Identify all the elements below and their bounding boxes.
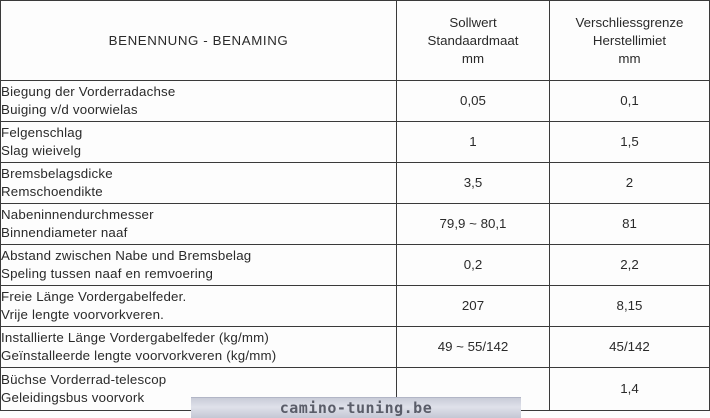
limit-value: 1,5 <box>550 122 710 163</box>
spec-name <box>1 122 397 163</box>
nominal-value: 207 <box>397 286 550 327</box>
spec-name-nl: Geïnstalleerde lengte voorvorkveren (kg/mm) <box>1 348 277 363</box>
nominal-value: 0,2 <box>397 245 550 286</box>
spec-name-de: Abstand zwischen Nabe und Bremsbelag <box>1 248 252 263</box>
spec-name-nl: Binnendiameter naaf <box>1 225 128 240</box>
nominal-value: 0,05 <box>397 81 550 122</box>
table-row <box>1 122 710 163</box>
header-limit-line: mm <box>618 50 641 66</box>
header-nominal <box>397 1 550 81</box>
spec-name-de: Nabeninnendurchmesser <box>1 207 154 222</box>
spec-name-de: Felgenschlag <box>1 125 83 140</box>
spec-name <box>1 286 397 327</box>
header-nominal-line: Sollwert <box>449 14 497 30</box>
spec-name-nl: Vrije lengte voorvorkveren. <box>1 307 165 322</box>
limit-value: 45/142 <box>550 327 710 368</box>
table-row <box>1 245 710 286</box>
table-header-row <box>1 1 710 81</box>
spec-name-de: Bremsbelagsdicke <box>1 166 113 181</box>
spec-name-nl: Speling tussen naaf en remvoering <box>1 266 214 281</box>
spec-name-de: Freie Länge Vordergabelfeder. <box>1 289 187 304</box>
spec-name-de: Büchse Vorderrad-telescop <box>1 372 167 387</box>
spec-name <box>1 204 397 245</box>
nominal-value: 3,5 <box>397 163 550 204</box>
spec-name-nl: Remschoendikte <box>1 184 103 199</box>
header-limit-line: Verschliessgrenze <box>575 14 684 30</box>
spec-name-nl: Buiging v/d voorwielas <box>1 102 138 117</box>
limit-value: 1,4 <box>550 368 710 411</box>
spec-name-de: Installierte Länge Vordergabelfeder (kg/mm) <box>1 330 270 345</box>
spec-name-de: Biegung der Vorderradachse <box>1 84 176 99</box>
limit-value: 0,1 <box>550 81 710 122</box>
header-limit <box>550 1 710 81</box>
header-nominal-line: Standaardmaat <box>427 32 519 48</box>
table-row <box>1 286 710 327</box>
limit-value: 2,2 <box>550 245 710 286</box>
spec-name <box>1 163 397 204</box>
watermark-banner: camino-tuning.be <box>191 397 521 418</box>
spec-name-nl: Geleidingsbus voorvork <box>1 390 145 405</box>
table-row <box>1 327 710 368</box>
header-limit-line: Herstellimiet <box>592 32 667 48</box>
table-row <box>1 163 710 204</box>
table-row <box>1 204 710 245</box>
spec-name <box>1 327 397 368</box>
nominal-value: 49 ~ 55/142 <box>397 327 550 368</box>
limit-value: 2 <box>550 163 710 204</box>
nominal-value: 79,9 ~ 80,1 <box>397 204 550 245</box>
table-row <box>1 81 710 122</box>
nominal-value: 1 <box>397 122 550 163</box>
limit-value: 8,15 <box>550 286 710 327</box>
header-name: BENENNUNG - BENAMING <box>1 1 397 81</box>
spec-name-nl: Slag wieivelg <box>1 143 82 158</box>
header-nominal-line: mm <box>461 50 485 66</box>
spec-name <box>1 245 397 286</box>
spec-name <box>1 81 397 122</box>
limit-value: 81 <box>550 204 710 245</box>
